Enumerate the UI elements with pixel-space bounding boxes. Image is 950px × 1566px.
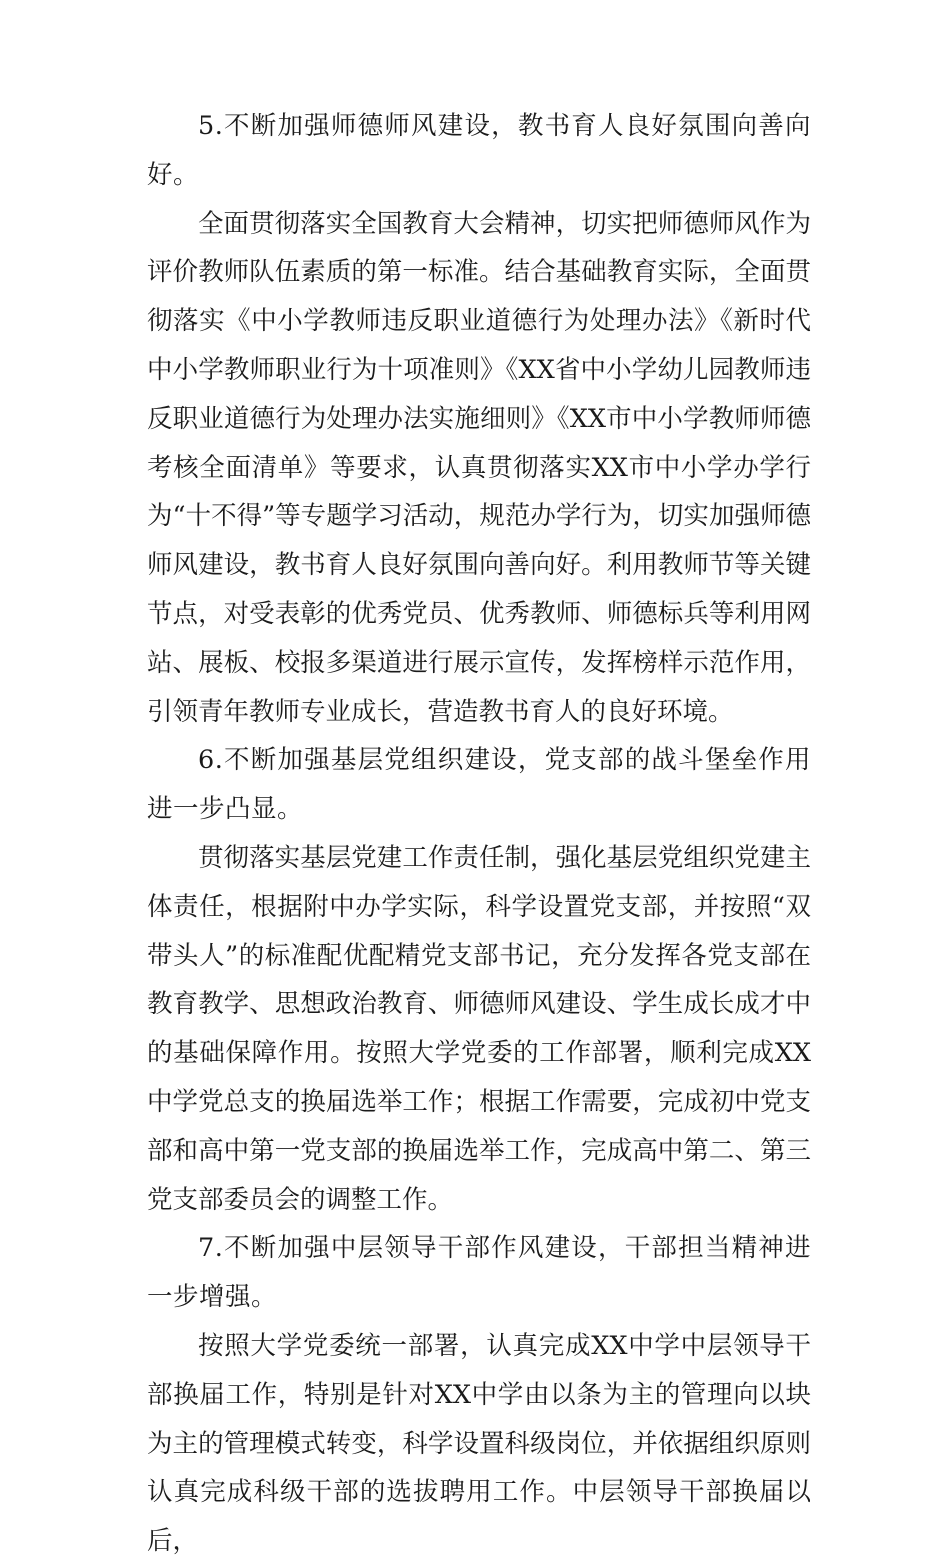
section-body-5: 全面贯彻落实全国教育大会精神，切实把师德师风作为评价教师队伍素质的第一标准。结合基础教育实际，全面贯彻落实《中小学教师违反职业道德行为处理办法》《新时代中小学教师职业行为十项准则》《XX省中小学幼儿园教师违反职业道德行为处理办法实施细则》《XX市中小学教师师德考核全面清单》等要求，认真贯彻落实XX市中小学办学行为“十不得”等专题学习活动，规范办学行为，切实加强师德师风建设，教书育人良好氛围向善向好。利用教师节等关键节点，对受表彰的优秀党员、优秀教师、师德标兵等利用网站、展板、校报多渠道进行展示宣传，发挥榜样示范作用，引领青年教师专业成长，营造教书育人的良好环境。 (147, 208, 811, 727)
section-heading-6: 6.不断加强基层党组织建设，党支部的战斗堡垒作用进一步凸显。 (147, 745, 811, 825)
section-heading-7: 7.不断加强中层领导干部作风建设，干部担当精神进一步增强。 (147, 1233, 811, 1313)
document-page (147, 102, 811, 1566)
section-body-7: 按照大学党委统一部署，认真完成XX中学中层领导干部换届工作，特别是针对XX中学由以条为主的管理向以块为主的管理模式转变，科学设置科级岗位，并依据组织原则认真完成科级干部的选拔聘用工作。中层领导干部换届以后， (147, 1330, 811, 1557)
section-body-6: 贯彻落实基层党建工作责任制，强化基层党组织党建主体责任，根据附中办学实际，科学设置党支部，并按照“双带头人”的标准配优配精党支部书记，充分发挥各党支部在教育教学、思想政治教育、师德师风建设、学生成长成才中的基础保障作用。按照大学党委的工作部署，顺利完成XX中学党总支的换届选举工作；根据工作需要，完成初中党支部和高中第一党支部的换届选举工作，完成高中第二、第三党支部委员会的调整工作。 (147, 842, 811, 1215)
section-heading-5: 5.不断加强师德师风建设，教书育人良好氛围向善向好。 (147, 111, 811, 190)
